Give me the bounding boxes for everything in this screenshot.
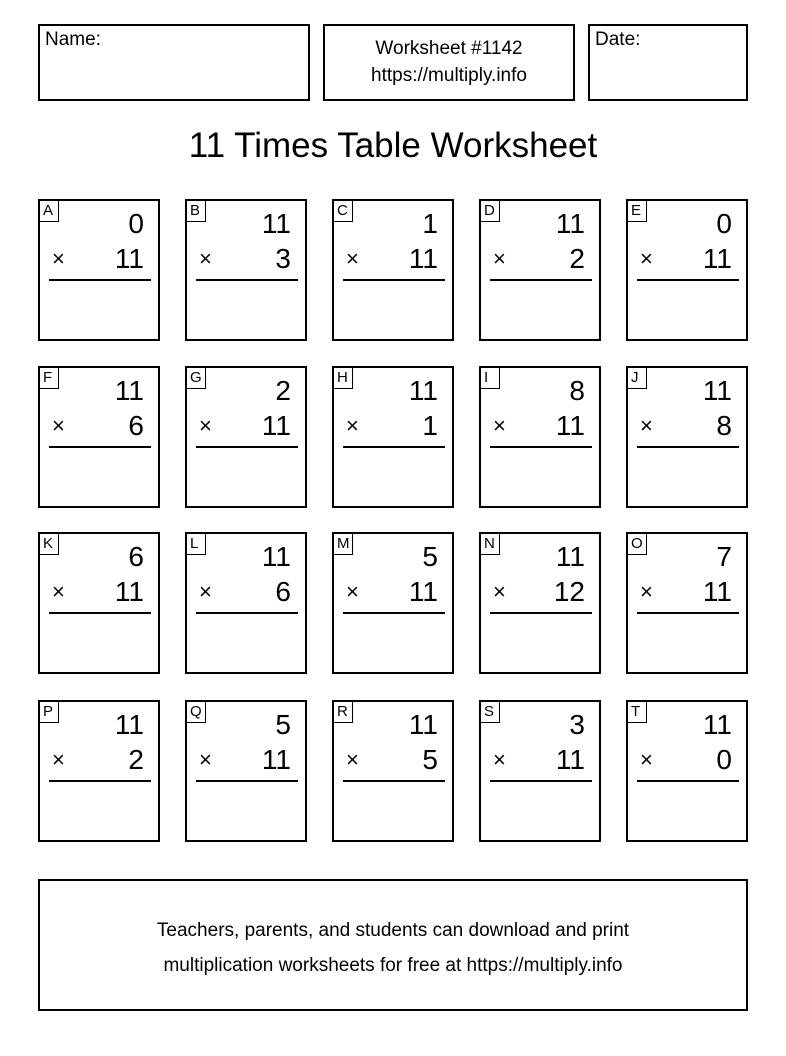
answer-line (196, 279, 298, 281)
problem-multiplier: 12 (553, 576, 585, 607)
times-sign: × (52, 747, 65, 772)
problem-card (626, 366, 748, 508)
problem-letter: C (333, 200, 353, 222)
problem-card (185, 366, 307, 508)
times-sign: × (640, 413, 653, 438)
answer-line (637, 780, 739, 782)
problem-multiplicand: 8 (569, 375, 585, 406)
problem-letter: P (39, 701, 59, 723)
problem-letter: G (186, 367, 206, 389)
worksheet-url: https://multiply.info (371, 65, 527, 86)
problem-multiplier: 11 (114, 576, 144, 607)
times-sign: × (640, 246, 653, 271)
problem-multiplicand: 0 (716, 208, 732, 239)
problem-multiplicand: 11 (114, 375, 144, 406)
problem-multiplier: 11 (555, 744, 585, 775)
problem-multiplier: 11 (261, 410, 291, 441)
times-sign: × (52, 579, 65, 604)
problem-multiplicand: 11 (555, 208, 585, 239)
problem-multiplier: 11 (408, 576, 438, 607)
problem-card (626, 700, 748, 842)
problem-card (479, 532, 601, 674)
answer-line (49, 780, 151, 782)
problem-letter: D (480, 200, 500, 222)
problem-multiplier: 6 (128, 410, 144, 441)
problem-letter: Q (186, 701, 206, 723)
problem-multiplier: 11 (261, 744, 291, 775)
problem-multiplicand: 11 (114, 709, 144, 740)
answer-line (49, 279, 151, 281)
problem-multiplicand: 0 (128, 208, 144, 239)
footer-box (38, 879, 748, 1011)
problem-letter: F (39, 367, 59, 389)
answer-line (196, 612, 298, 614)
problem-multiplicand: 5 (275, 709, 291, 740)
problem-multiplier: 6 (275, 576, 291, 607)
problem-multiplicand: 11 (408, 375, 438, 406)
problem-letter: S (480, 701, 500, 723)
times-sign: × (493, 413, 506, 438)
problem-multiplicand: 11 (555, 541, 585, 572)
answer-line (49, 612, 151, 614)
problem-letter: E (627, 200, 647, 222)
answer-line (490, 279, 592, 281)
answer-line (343, 279, 445, 281)
problem-card (185, 700, 307, 842)
problem-letter: R (333, 701, 353, 723)
problem-card (38, 700, 160, 842)
problem-multiplier: 2 (128, 744, 144, 775)
answer-line (637, 612, 739, 614)
answer-line (490, 780, 592, 782)
problem-card (332, 532, 454, 674)
times-sign: × (493, 579, 506, 604)
problem-multiplier: 2 (569, 243, 585, 274)
problem-multiplier: 3 (275, 243, 291, 274)
problem-multiplicand: 2 (275, 375, 291, 406)
problem-card (185, 199, 307, 341)
problem-letter: M (333, 533, 353, 555)
problem-letter: T (627, 701, 647, 723)
problem-letter: J (627, 367, 647, 389)
answer-line (196, 780, 298, 782)
problem-multiplicand: 6 (128, 541, 144, 572)
date-box (588, 24, 748, 101)
times-sign: × (346, 579, 359, 604)
problem-multiplier: 8 (716, 410, 732, 441)
problem-letter: I (480, 367, 500, 389)
problem-letter: H (333, 367, 353, 389)
times-sign: × (199, 246, 212, 271)
times-sign: × (493, 747, 506, 772)
problem-card (332, 700, 454, 842)
problem-letter: K (39, 533, 59, 555)
problem-multiplicand: 5 (422, 541, 438, 572)
times-sign: × (52, 413, 65, 438)
answer-line (637, 446, 739, 448)
problem-multiplicand: 3 (569, 709, 585, 740)
problem-multiplicand: 11 (408, 709, 438, 740)
times-sign: × (640, 579, 653, 604)
answer-line (343, 780, 445, 782)
worksheet-info-box (323, 24, 575, 101)
problem-letter: O (627, 533, 647, 555)
times-sign: × (199, 579, 212, 604)
times-sign: × (346, 246, 359, 271)
problem-multiplier: 0 (716, 744, 732, 775)
name-label: Name: (45, 29, 101, 50)
answer-line (343, 612, 445, 614)
times-sign: × (346, 747, 359, 772)
worksheet-number: Worksheet #1142 (375, 38, 523, 59)
problem-multiplicand: 1 (422, 208, 438, 239)
problem-multiplicand: 11 (261, 208, 291, 239)
problem-multiplier: 1 (422, 410, 438, 441)
problem-letter: B (186, 200, 206, 222)
footer-line-1: Teachers, parents, and students can download and print (156, 920, 630, 941)
problem-multiplier: 11 (555, 410, 585, 441)
problem-card (332, 199, 454, 341)
problem-multiplier: 11 (702, 576, 732, 607)
answer-line (49, 446, 151, 448)
problem-card (332, 366, 454, 508)
problem-multiplicand: 11 (702, 709, 732, 740)
problem-multiplicand: 11 (702, 375, 732, 406)
problem-multiplicand: 7 (716, 541, 732, 572)
problem-card (38, 199, 160, 341)
problem-card (626, 199, 748, 341)
problem-card (38, 366, 160, 508)
times-sign: × (346, 413, 359, 438)
problem-multiplier: 11 (702, 243, 732, 274)
times-sign: × (52, 246, 65, 271)
problem-letter: N (480, 533, 500, 555)
problem-multiplier: 11 (114, 243, 144, 274)
answer-line (490, 446, 592, 448)
problem-multiplier: 5 (422, 744, 438, 775)
problem-card (479, 199, 601, 341)
problem-card (626, 532, 748, 674)
footer-line-2: multiplication worksheets for free at https://multiply.info (163, 955, 623, 976)
date-label: Date: (595, 29, 641, 50)
problem-letter: A (39, 200, 59, 222)
problem-card (479, 700, 601, 842)
answer-line (343, 446, 445, 448)
problem-multiplicand: 11 (261, 541, 291, 572)
times-sign: × (199, 413, 212, 438)
page-title: 11 Times Table Worksheet (188, 126, 598, 165)
times-sign: × (640, 747, 653, 772)
times-sign: × (199, 747, 212, 772)
times-sign: × (493, 246, 506, 271)
answer-line (490, 612, 592, 614)
problem-card (185, 532, 307, 674)
problem-card (38, 532, 160, 674)
name-box (38, 24, 310, 101)
problem-card (479, 366, 601, 508)
answer-line (637, 279, 739, 281)
problem-multiplier: 11 (408, 243, 438, 274)
problem-letter: L (186, 533, 206, 555)
answer-line (196, 446, 298, 448)
